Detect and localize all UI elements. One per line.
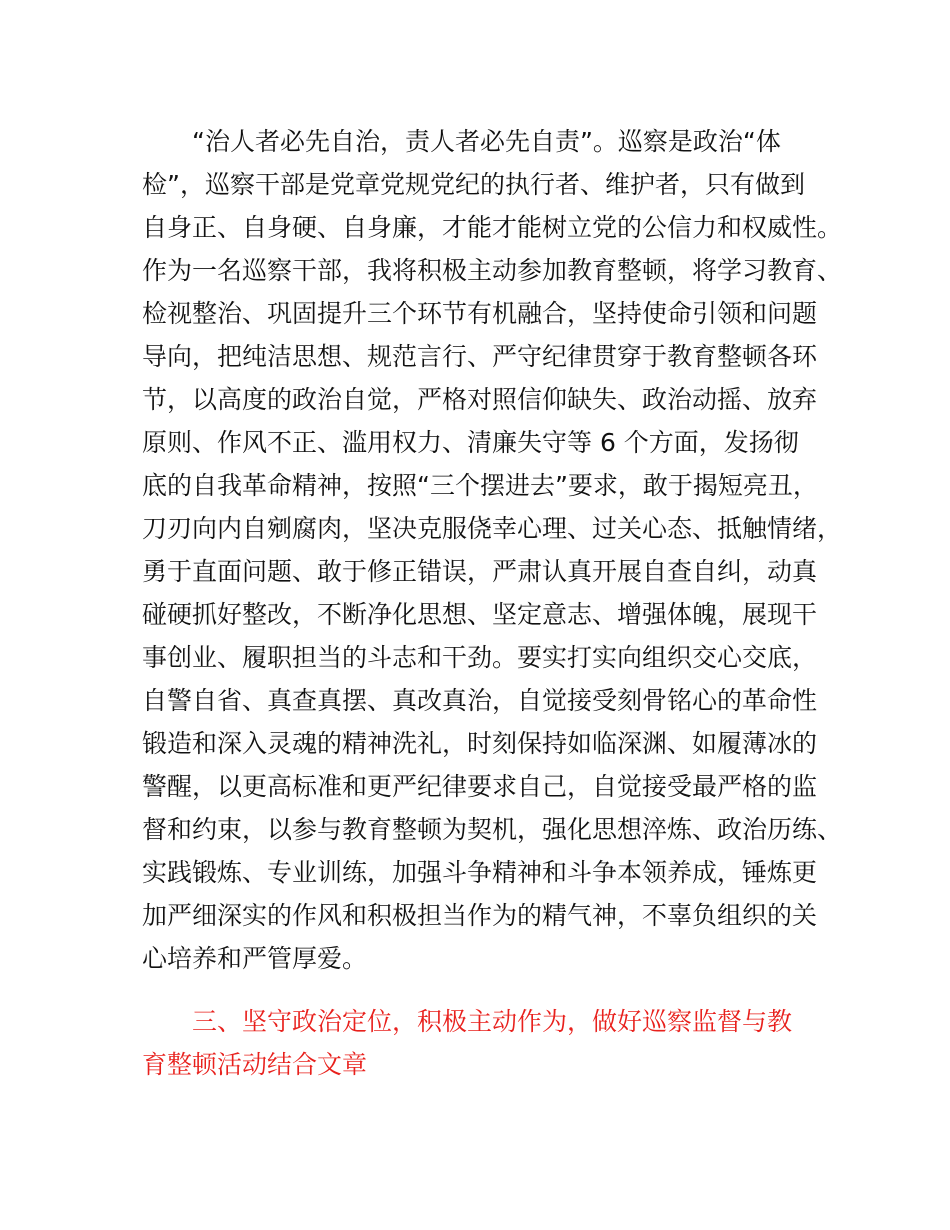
paragraph-line: 作为一名巡察干部，我将积极主动参加教育整顿，将学习教育、 [142,256,843,285]
paragraph-line: 碰硬抓好整改，不断净化思想、坚定意志、增强体魄，展现干 [142,600,818,629]
paragraph-line: 节，以高度的政治自觉，严格对照信仰缺失、政治动摇、放弃 [142,385,818,414]
paragraph-line: 检视整治、巩固提升三个环节有机融合，坚持使命引领和问题 [142,299,818,328]
body-paragraph [142,120,842,980]
heading-line: 育整顿活动结合文章 [142,1050,368,1079]
section-heading [142,1000,842,1086]
paragraph-line: 检”，巡察干部是党章党规党纪的执行者、维护者，只有做到 [142,170,805,199]
paragraph-line: 锻造和深入灵魂的精神洗礼，时刻保持如临深渊、如履薄冰的 [142,729,818,758]
paragraph-line: 实践锻炼、专业训练，加强斗争精神和斗争本领养成，锤炼更 [142,858,818,887]
paragraph-line: 自警自省、真查真摆、真改真治，自觉接受刻骨铭心的革命性 [142,686,818,715]
paragraph-line: 导向，把纯洁思想、规范言行、严守纪律贯穿于教育整顿各环 [142,342,818,371]
paragraph-line: 心培养和严管厚爱。 [142,944,368,973]
paragraph-line: 自身正、自身硬、自身廉，才能才能树立党的公信力和权威性。 [142,213,843,242]
paragraph-line: 刀刃向内自剜腐肉，坚决克服侥幸心理、过关心态、抵触情绪， [142,514,843,543]
paragraph-line: 勇于直面问题、敢于修正错误，严肃认真开展自查自纠，动真 [142,557,818,586]
paragraph-line: 底的自我革命精神，按照“三个摆进去”要求，敢于揭短亮丑， [142,471,818,500]
paragraph-line: 原则、作风不正、滥用权力、清廉失守等 6 个方面，发扬彻 [142,428,799,457]
heading-line: 三、坚守政治定位，积极主动作为，做好巡察监督与教 [192,1007,793,1036]
paragraph-line: 加严细深实的作风和积极担当作为的精气神，不辜负组织的关 [142,901,818,930]
paragraph-line: “治人者必先自治，责人者必先自责”。巡察是政治“体 [192,127,781,156]
paragraph-line: 事创业、履职担当的斗志和干劲。要实打实向组织交心交底， [142,643,818,672]
paragraph-line: 警醒，以更高标准和更严纪律要求自己，自觉接受最严格的监 [142,772,818,801]
paragraph-line: 督和约束，以参与教育整顿为契机，强化思想淬炼、政治历练、 [142,815,843,844]
